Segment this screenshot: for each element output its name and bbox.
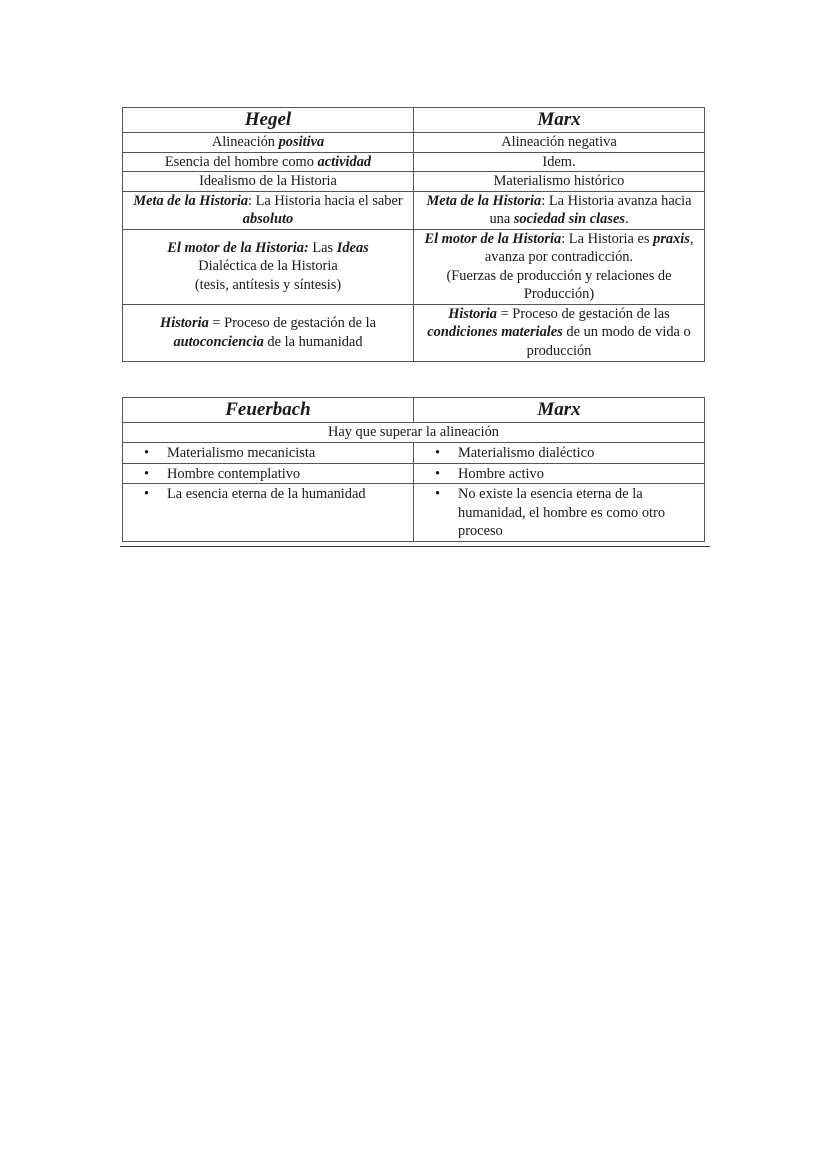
cell-emphasis: autoconciencia xyxy=(173,333,264,350)
shared-statement-cell: Hay que superar la alineación xyxy=(123,423,705,443)
cell-text: : La Historia es xyxy=(561,230,654,247)
marx-alienation-cell: Alineación negativa xyxy=(414,133,705,153)
hegel-essence-cell xyxy=(123,152,414,172)
marx-materialism-cell: Materialismo histórico xyxy=(414,172,705,192)
feuerbach-item xyxy=(123,442,414,463)
cell-text: Alineación xyxy=(211,134,279,150)
cell-text: . xyxy=(624,211,629,227)
cell-text: de un modo de vida o producción xyxy=(526,324,691,359)
cell-text: Esencia del hombre como xyxy=(164,153,318,170)
bullet-icon: • xyxy=(143,486,149,502)
cell-emphasis: Meta de la Historia xyxy=(426,192,542,209)
cell-emphasis: Meta de la Historia xyxy=(133,192,249,209)
bottom-rule xyxy=(120,546,710,547)
bullet-icon: • xyxy=(434,444,440,461)
header-marx: Marx xyxy=(414,108,705,133)
bullet-icon: • xyxy=(143,465,149,482)
marx-essence-cell: Idem. xyxy=(414,152,705,172)
list-item-text: Hombre contemplativo xyxy=(167,465,301,482)
cell-text: : La Historia hacia el saber xyxy=(248,192,403,209)
list-item-text: La esencia eterna de la humanidad xyxy=(167,486,366,502)
cell-emphasis: El motor de la Historia: xyxy=(167,239,309,256)
list-item-text: Materialismo dialéctico xyxy=(458,444,595,461)
hegel-motor-cell xyxy=(123,229,414,304)
marx-item xyxy=(414,442,705,463)
cell-text: de la humanidad xyxy=(263,333,363,350)
header-marx: Marx xyxy=(414,398,705,423)
marx-motor-cell xyxy=(414,229,705,304)
list-item-text: Hombre activo xyxy=(458,465,544,482)
cell-text: = Proceso de gestación de las xyxy=(497,305,670,322)
cell-emphasis: praxis xyxy=(653,230,690,247)
bullet-icon: • xyxy=(434,465,440,482)
marx-history-cell xyxy=(414,304,705,361)
cell-text: Las xyxy=(308,239,337,256)
cell-emphasis: condiciones materiales xyxy=(427,324,563,341)
cell-emphasis: absoluto xyxy=(242,211,294,227)
hegel-marx-table xyxy=(122,107,705,362)
cell-text: (tesis, antítesis y síntesis) xyxy=(194,276,342,293)
cell-emphasis: sociedad sin clases xyxy=(513,211,625,227)
hegel-goal-cell xyxy=(123,191,414,229)
list-item-text: Materialismo mecanicista xyxy=(167,444,316,461)
cell-text: Dialéctica de la Historia xyxy=(198,258,338,275)
feuerbach-item xyxy=(123,463,414,484)
hegel-alienation-cell xyxy=(123,133,414,153)
cell-text: : La Historia avanza hacia una xyxy=(489,192,692,227)
header-feuerbach: Feuerbach xyxy=(123,398,414,423)
header-hegel: Hegel xyxy=(123,108,414,133)
cell-emphasis: Historia xyxy=(160,315,209,331)
cell-emphasis: Ideas xyxy=(336,239,369,256)
cell-emphasis: actividad xyxy=(317,153,372,170)
marx-item xyxy=(414,463,705,484)
feuerbach-item xyxy=(123,484,414,542)
marx-item xyxy=(414,484,705,542)
bullet-icon: • xyxy=(434,486,440,502)
list-item-text: No existe la esencia eterna de la humanidad, el hombre es como otro proceso xyxy=(458,486,666,539)
cell-text: , avanza por contradicción. xyxy=(484,230,694,265)
cell-emphasis: Historia xyxy=(448,305,497,322)
cell-emphasis: El motor de la Historia xyxy=(424,230,562,247)
cell-text: = Proceso de gestación de la xyxy=(208,315,376,331)
feuerbach-marx-table xyxy=(122,397,705,542)
cell-emphasis: positiva xyxy=(278,134,325,150)
hegel-idealism-cell: Idealismo de la Historia xyxy=(123,172,414,192)
cell-text: (Fuerzas de producción y relaciones de Producción) xyxy=(446,267,672,302)
marx-goal-cell xyxy=(414,191,705,229)
hegel-history-cell xyxy=(123,304,414,361)
bullet-icon: • xyxy=(143,444,149,461)
